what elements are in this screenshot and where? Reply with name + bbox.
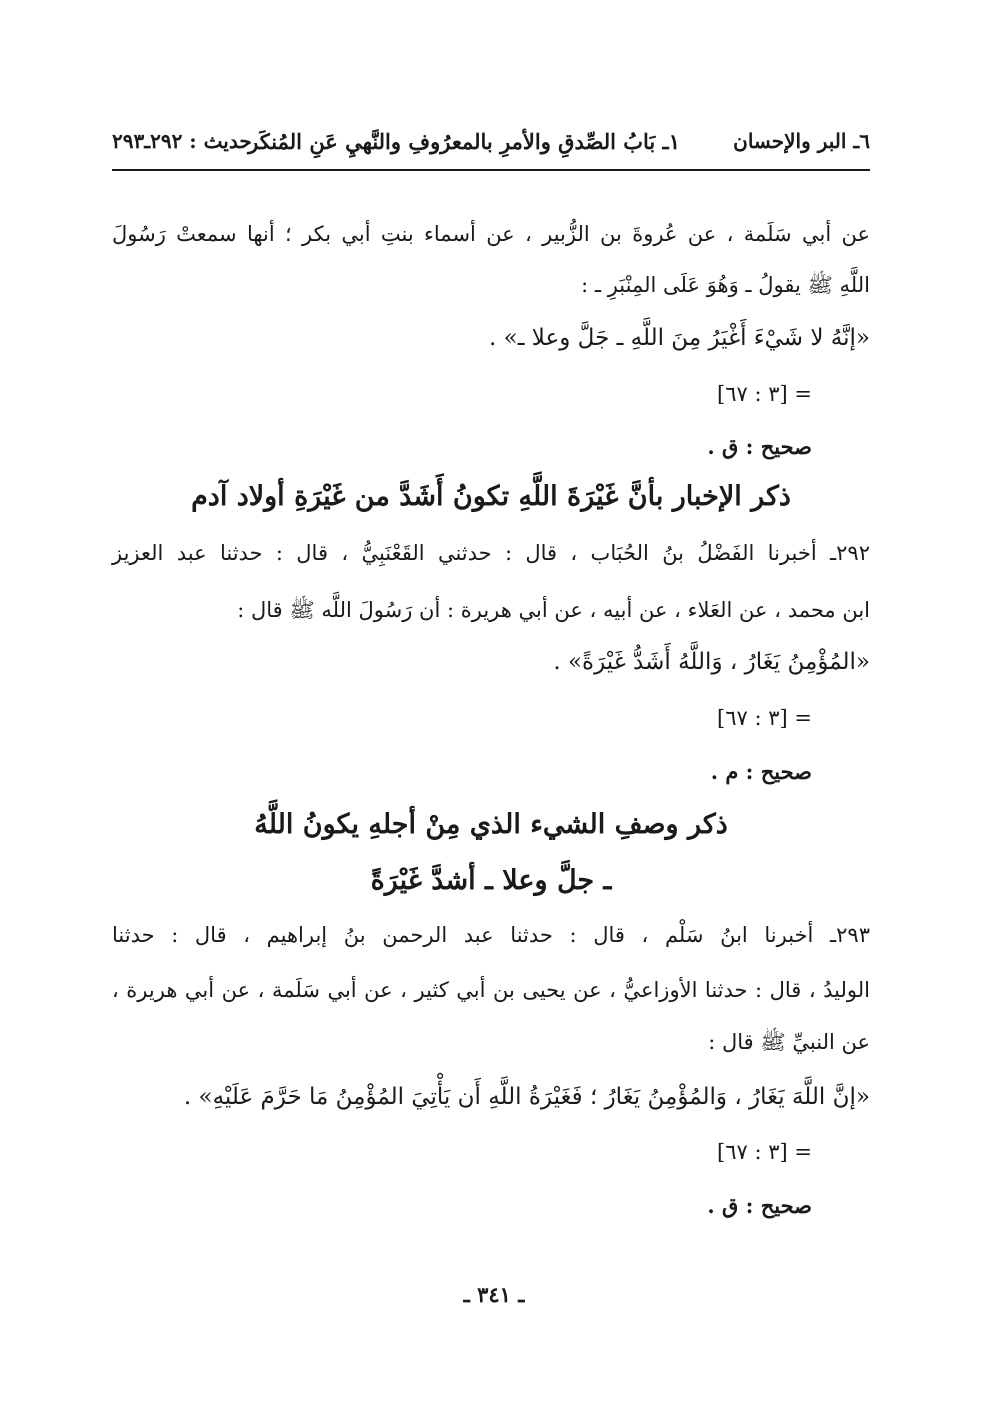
cross-reference: = [٣ : ٦٧] (717, 382, 812, 406)
text-line: ٢٩٣ـ أخبرنا ابنُ سَلْم ، قال : حدثنا عبد الرحمن بنُ إبراهيم ، قال : حدثنا (112, 923, 870, 947)
section-heading: ذكر الإخبار بأنَّ غَيْرَةَ اللَّهِ تكونُ أَشَدَّ من غَيْرَةِ أولاد آدم (191, 481, 791, 512)
hadith-quote: «المُؤْمِنُ يَغَارُ ، وَاللَّهُ أَشَدُّ غَيْرَةً» . (553, 649, 870, 675)
header-divider (112, 169, 870, 171)
section-heading-continued: ـ جلَّ وعلا ـ أشدَّ غَيْرَةً (370, 865, 612, 896)
grading: صحيح : ق . (707, 434, 812, 459)
text-line: ابن محمد ، عن العَلاء ، عن أبيه ، عن أبي هريرة : أن رَسُولَ اللَّه ﷺ قال : (237, 598, 870, 622)
header-hadith-range: حديث : ٢٩٢ـ٢٩٣ (112, 129, 252, 153)
cross-reference: = [٣ : ٦٧] (717, 706, 812, 730)
header-section-title: ١ـ بَابُ الصِّدقِ والأمرِ بالمعرُوفِ والنَّهيِ عَنِ المُنكَر (248, 129, 680, 154)
section-heading: ذكر وصفِ الشيء الذي مِنْ أجلهِ يكونُ اللَّهُ (254, 809, 728, 840)
text-line: عن النبيِّ ﷺ قال : (708, 1030, 870, 1054)
grading: صحيح : ق . (707, 1193, 812, 1218)
hadith-quote: «إنَّهُ لا شَيْءَ أَغْيَرُ مِنَ اللَّهِ ـ جَلَّ وعلا ـ» . (489, 325, 870, 351)
text-line: اللَّهِ ﷺ يقولُ ـ وَهُوَ عَلَى المِنْبَرِ ـ : (581, 273, 870, 297)
header-chapter-title: ٦ـ البر والإحسان (733, 129, 870, 153)
running-header (112, 125, 870, 165)
grading: صحيح : م . (710, 759, 812, 784)
cross-reference: = [٣ : ٦٧] (717, 1140, 812, 1164)
text-line: عن أبي سَلَمة ، عن عُروةَ بن الزُّبير ، عن أسماء بنتِ أبي بكر ؛ أنها سمعتْ رَسُولَ (112, 222, 870, 246)
page-number: ـ ٣٤١ ـ (463, 1282, 525, 1307)
text-line: ٢٩٢ـ أخبرنا الفَضْلُ بنُ الحُبَاب ، قال : حدثني القَعْنَبِيُّ ، قال : حدثنا عبد العزيز (112, 541, 870, 565)
text-line: الوليدُ ، قال : حدثنا الأوزاعيُّ ، عن يحيى بن أبي كثير ، عن أبي سَلَمة ، عن أبي هريرة ، (112, 978, 870, 1002)
hadith-quote: «إنَّ اللَّهَ يَغَارُ ، وَالمُؤْمِنُ يَغَارُ ؛ فَغَيْرَةُ اللَّهِ أَن يَأْتِيَ المُؤْمِنُ مَا حَرَّمَ عَلَيْهِ» . (183, 1084, 870, 1110)
